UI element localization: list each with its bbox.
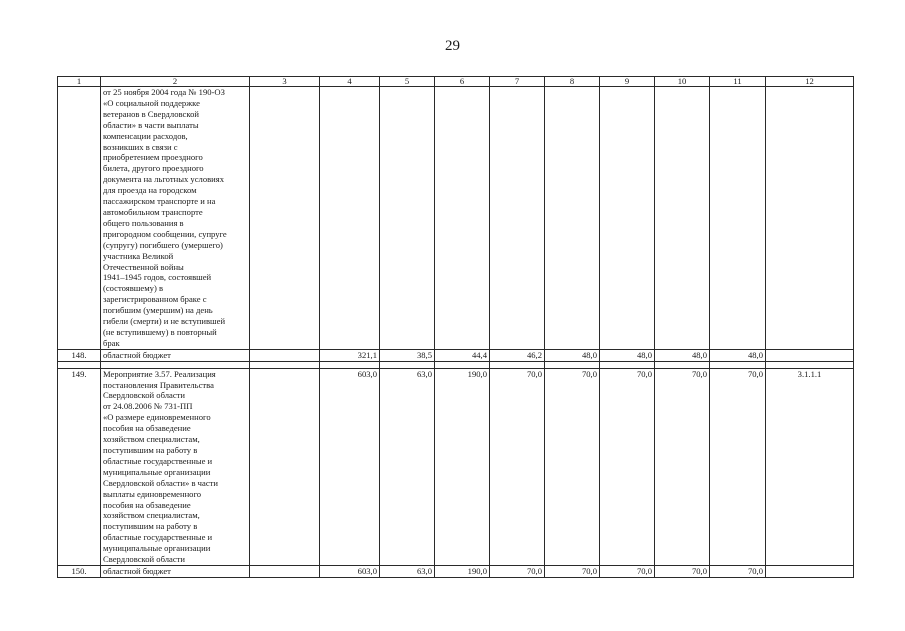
- separator-cell: [380, 361, 435, 368]
- table-row: [58, 565, 854, 577]
- column-header-6: 6: [435, 77, 490, 87]
- description-line: приобретением проездного: [103, 152, 203, 163]
- separator-cell: [101, 361, 250, 368]
- separator-cell: [435, 361, 490, 368]
- target-code-cell: [766, 565, 854, 577]
- value-cell-col6: [435, 87, 490, 350]
- row-number: [58, 87, 101, 350]
- col3-cell: [250, 349, 320, 361]
- column-header-3: 3: [250, 77, 320, 87]
- description-line: зарегистрированном браке с: [103, 294, 207, 305]
- value-cell-col7: 46,2: [490, 349, 545, 361]
- table-row: [58, 368, 854, 565]
- program-table: [57, 76, 854, 578]
- target-code-cell: [766, 349, 854, 361]
- page-number: 29: [445, 38, 460, 54]
- column-header-1: 1: [58, 77, 101, 87]
- column-header-2: 2: [101, 77, 250, 87]
- description-line: общего пользования в: [103, 217, 184, 228]
- separator-cell: [58, 361, 101, 368]
- column-header-10: 10: [655, 77, 710, 87]
- description-line: 1941–1945 годов, состоявшей: [103, 272, 212, 283]
- row-number: 148.: [58, 349, 101, 361]
- description-line: погибшим (умершим) на день: [103, 305, 213, 316]
- row-description: [101, 565, 250, 577]
- column-header-11: 11: [710, 77, 766, 87]
- description-line: постановления Правительства: [103, 379, 214, 390]
- column-header-row: [58, 77, 854, 87]
- separator-cell: [766, 361, 854, 368]
- description-line: от 24.08.2006 № 731-ПП: [103, 401, 193, 412]
- description-line: хозяйством специалистам,: [103, 510, 200, 521]
- value-cell-col6: 44,4: [435, 349, 490, 361]
- description-line: Свердловской области» в части: [103, 477, 218, 488]
- description-line: пособия на обзаведение: [103, 499, 191, 510]
- row-separator: [58, 361, 854, 368]
- value-cell-col4: 603,0: [320, 368, 380, 565]
- description-line: областной бюджет: [103, 565, 171, 576]
- description-line: документа на льготных условиях: [103, 174, 225, 185]
- value-cell-col8: [545, 87, 600, 350]
- value-cell-col11: [710, 87, 766, 350]
- separator-cell: [250, 361, 320, 368]
- description-line: брак: [103, 337, 120, 348]
- col3-cell: [250, 87, 320, 350]
- description-line: возникших в связи с: [103, 141, 178, 152]
- description-line: областные государственные и: [103, 455, 213, 466]
- value-cell-col8: 48,0: [545, 349, 600, 361]
- value-cell-col6: 190,0: [435, 565, 490, 577]
- value-cell-col9: 70,0: [600, 368, 655, 565]
- separator-cell: [545, 361, 600, 368]
- value-cell-col11: 48,0: [710, 349, 766, 361]
- row-description: [101, 349, 250, 361]
- row-description: [101, 87, 250, 350]
- column-header-12: 12: [766, 77, 854, 87]
- column-header-8: 8: [545, 77, 600, 87]
- value-cell-col8: 70,0: [545, 565, 600, 577]
- description-line: хозяйством специалистам,: [103, 434, 200, 445]
- description-line: Мероприятие 3.57. Реализация: [103, 368, 216, 379]
- value-cell-col9: [600, 87, 655, 350]
- value-cell-col9: 70,0: [600, 565, 655, 577]
- value-cell-col4: [320, 87, 380, 350]
- description-line: компенсации расходов,: [103, 130, 188, 141]
- value-cell-col10: 70,0: [655, 565, 710, 577]
- value-cell-col7: [490, 87, 545, 350]
- description-line: Свердловской области: [103, 554, 186, 565]
- row-description: [101, 368, 250, 565]
- column-header-5: 5: [380, 77, 435, 87]
- value-cell-col5: 63,0: [380, 368, 435, 565]
- value-cell-col5: [380, 87, 435, 350]
- description-line: для проезда на городском: [103, 185, 197, 196]
- value-cell-col5: 38,5: [380, 349, 435, 361]
- description-line: пассажирском транспорте и на: [103, 196, 216, 207]
- description-line: «О размере единовременного: [103, 412, 211, 423]
- description-line: поступившим на работу в: [103, 521, 198, 532]
- description-line: поступившим на работу в: [103, 445, 198, 455]
- table-row: [58, 349, 854, 361]
- value-cell-col10: 70,0: [655, 368, 710, 565]
- value-cell-col4: 603,0: [320, 565, 380, 577]
- column-header-4: 4: [320, 77, 380, 87]
- value-cell-col11: 70,0: [710, 368, 766, 565]
- value-cell-col7: 70,0: [490, 368, 545, 565]
- value-cell-col10: 48,0: [655, 349, 710, 361]
- description-line: (состоявшему) в: [103, 283, 164, 294]
- description-line: «О социальной поддержке: [103, 97, 200, 108]
- description-line: областные государственные и: [103, 532, 213, 543]
- description-line: (не вступившему) в повторный: [103, 326, 217, 337]
- description-line: муниципальные организации: [103, 543, 211, 554]
- value-cell-col8: 70,0: [545, 368, 600, 565]
- separator-cell: [655, 361, 710, 368]
- description-line: Отечественной войны: [103, 261, 184, 272]
- description-line: муниципальные организации: [103, 466, 211, 477]
- target-code-cell: 3.1.1.1: [766, 368, 854, 565]
- description-line: автомобильном транспорте: [103, 206, 203, 217]
- value-cell-col9: 48,0: [600, 349, 655, 361]
- description-line: (супругу) погибшего (умершего): [103, 239, 223, 250]
- separator-cell: [710, 361, 766, 368]
- description-line: от 25 ноября 2004 года № 190-ОЗ: [103, 87, 225, 97]
- target-code-cell: [766, 87, 854, 350]
- table-row: [58, 87, 854, 350]
- value-cell-col4: 321,1: [320, 349, 380, 361]
- description-line: билета, другого проездного: [103, 163, 204, 174]
- description-line: областной бюджет: [103, 349, 171, 360]
- value-cell-col6: 190,0: [435, 368, 490, 565]
- description-line: Свердловской области: [103, 390, 186, 401]
- description-line: ветеранов в Свердловской: [103, 108, 199, 119]
- value-cell-col7: 70,0: [490, 565, 545, 577]
- description-line: выплаты единовременного: [103, 488, 202, 499]
- column-header-9: 9: [600, 77, 655, 87]
- column-header-7: 7: [490, 77, 545, 87]
- description-line: пригородном сообщении, супруге: [103, 228, 227, 239]
- separator-cell: [490, 361, 545, 368]
- separator-cell: [600, 361, 655, 368]
- value-cell-col5: 63,0: [380, 565, 435, 577]
- description-line: гибели (смерти) и не вступившей: [103, 316, 226, 327]
- col3-cell: [250, 368, 320, 565]
- col3-cell: [250, 565, 320, 577]
- row-number: 150.: [58, 565, 101, 577]
- description-line: участника Великой: [103, 250, 174, 261]
- value-cell-col10: [655, 87, 710, 350]
- description-line: области» в части выплаты: [103, 119, 199, 130]
- value-cell-col11: 70,0: [710, 565, 766, 577]
- row-number: 149.: [58, 368, 101, 565]
- separator-cell: [320, 361, 380, 368]
- description-line: пособия на обзаведение: [103, 423, 191, 434]
